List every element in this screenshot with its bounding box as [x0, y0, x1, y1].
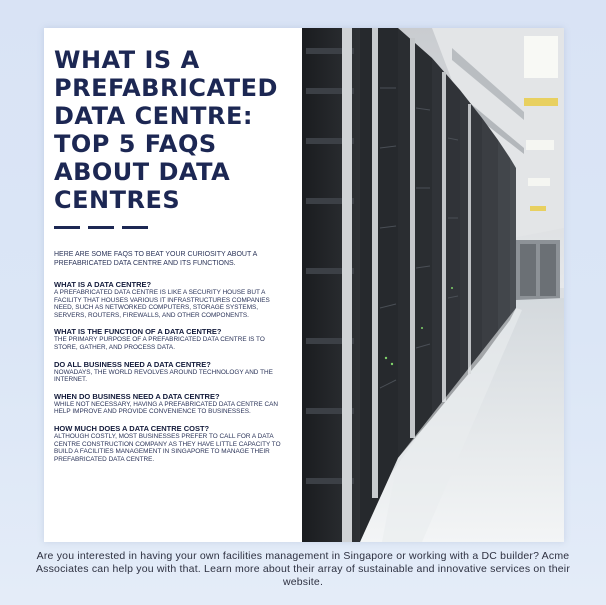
faq-answer: ALTHOUGH COSTLY, MOST BUSINESSES PREFER TO CALL FOR A DATA CENTRE CONSTRUCTION COMPANY AS THEY HAVE LITTLE CAPACITY TO BUILD A FACILITIES MANAGEMENT IN SINGAPORE TO MANAGE THEIR PREFABRICATED DATA CENTRE.: [54, 432, 281, 463]
faq-item: [54, 327, 290, 351]
faq-answer: THE PRIMARY PURPOSE OF A PREFABRICATED DATA CENTRE IS TO STORE, GATHER, AND PROCESS DATA.: [54, 336, 265, 351]
text-column: [44, 28, 302, 542]
intro-text: HERE ARE SOME FAQS TO BEAT YOUR CURIOSITY ABOUT A PREFABRICATED DATA CENTRE AND ITS FUNCTIONS.: [54, 251, 257, 267]
faq-item: [54, 424, 290, 463]
faq-question: WHAT IS THE FUNCTION OF A DATA CENTRE?: [54, 327, 222, 337]
faq-question: DO ALL BUSINESS NEED A DATA CENTRE?: [54, 359, 211, 369]
headline: WHAT IS A PREFABRICATED DATA CENTRE: TOP 5 FAQS ABOUT DATA CENTRES: [54, 46, 278, 214]
faq-question: WHEN DO BUSINESS NEED A DATA CENTRE?: [54, 391, 220, 401]
faq-item: [54, 392, 290, 416]
server-room-illustration: [302, 28, 564, 542]
dash: [122, 226, 148, 229]
faq-question: WHAT IS A DATA CENTRE?: [54, 280, 152, 289]
faq-answer: WHILE NOT NECESSARY, HAVING A PREFABRICATED DATA CENTRE CAN HELP IMPROVE AND PROVIDE CONVENIENCE TO BUSINESSES.: [54, 400, 278, 416]
faq-answer: A PREFABRICATED DATA CENTRE IS LIKE A SECURITY HOUSE BUT A FACILITY THAT HOUSES VARIOUS IT INFRASTRUCTURES COMPANIES NEED, SUCH AS NETWORKED COMPUTERS, STORAGE SYSTEMS, SERVERS, ROUTERS, FIREWALLS, AND OTHER COMPONENTS.: [54, 289, 270, 319]
server-room-photo: [302, 28, 564, 542]
faq-item: [54, 280, 290, 319]
dash: [88, 226, 114, 229]
faq-question: HOW MUCH DOES A DATA CENTRE COST?: [54, 423, 210, 433]
dash: [54, 226, 80, 229]
faq-answer: NOWADAYS, THE WORLD REVOLVES AROUND TECHNOLOGY AND THE INTERNET.: [54, 368, 273, 384]
footer-caption: Are you interested in having your own facilities management in Singapore or working with a DC builder? Acme Associates can help you with that. Learn more about their array of sustainable and innovative services on their website.: [35, 550, 571, 588]
infographic-card: [44, 28, 564, 542]
faq-item: [54, 360, 290, 384]
title-underline-dashes: [54, 226, 302, 229]
